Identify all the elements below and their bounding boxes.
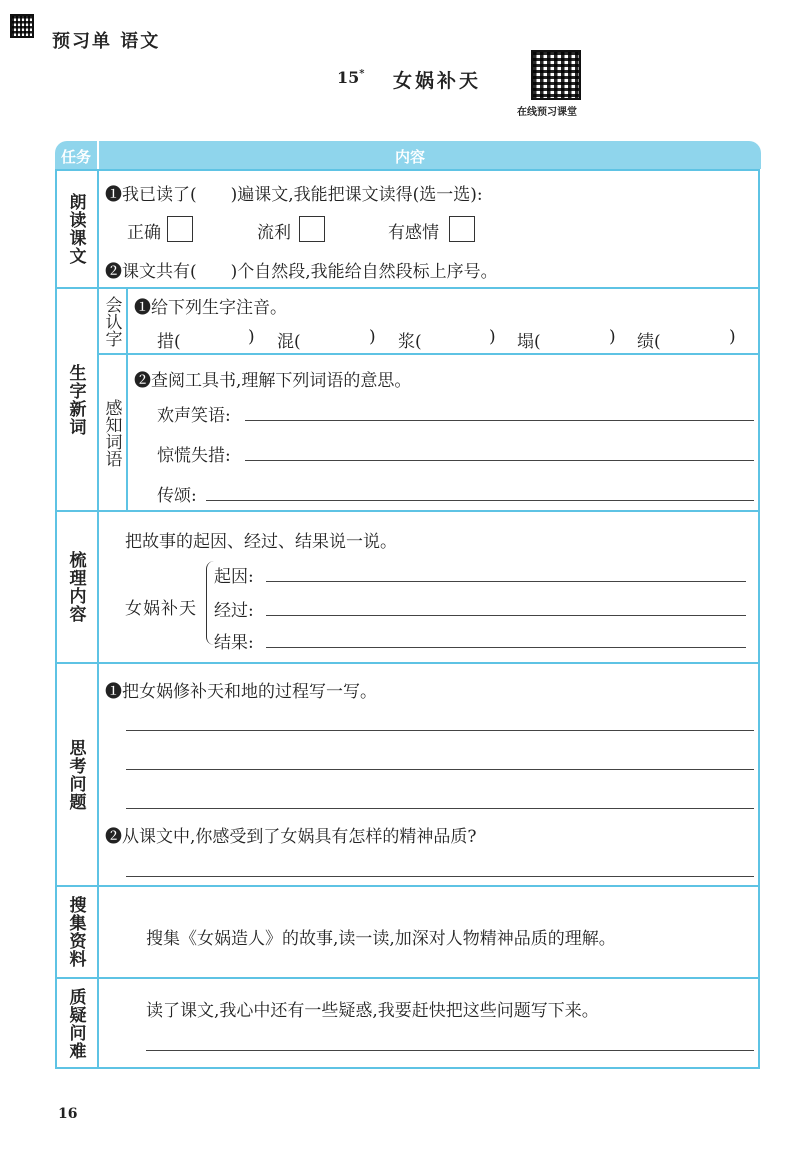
sort-part-label: 结果: (214, 633, 254, 653)
row-divider (55, 287, 760, 289)
option-emotion-label: 有感情 (388, 223, 439, 243)
qr-caption: 在线预习课堂 (517, 107, 577, 118)
term-label: 惊慌失措: (157, 446, 231, 466)
option-emotion-checkbox[interactable] (449, 216, 475, 242)
page-number: 16 (58, 1106, 78, 1122)
sort-part-label: 起因: (214, 567, 254, 587)
sort-prompt: 把故事的起因、经过、结果说一说。 (125, 532, 397, 552)
char-item: 措( (157, 332, 181, 352)
sublabel-recognize-chars: 会认字 (101, 295, 122, 347)
char-item: 混( (277, 332, 301, 352)
table-header (55, 141, 761, 169)
row-divider (55, 510, 760, 512)
row-divider (55, 662, 760, 664)
row-label-new-words: 生字新词 (65, 363, 86, 436)
think-question-1: ❶把女娲修补天和地的过程写一写。 (105, 682, 377, 702)
answer-line[interactable] (266, 647, 746, 648)
column-header-task: 任务 (61, 148, 92, 166)
char-item-close: ) (609, 327, 616, 347)
sublabel-perceive-words: 感知词语 (101, 398, 122, 467)
answer-line[interactable] (266, 615, 746, 616)
column-separator (97, 141, 99, 169)
qr-code-online-class[interactable] (531, 50, 581, 100)
words-question-2: ❷查阅工具书,理解下列词语的意思。 (134, 371, 412, 391)
answer-line[interactable] (245, 460, 754, 461)
row-label-sort-content: 梳理内容 (65, 551, 86, 623)
sort-topic: 女娲补天 (125, 599, 197, 619)
think-question-2: ❷从课文中,你感受到了女娲具有怎样的精神品质? (105, 827, 477, 847)
row-divider (55, 885, 760, 887)
answer-line[interactable] (126, 876, 754, 877)
column-header-content: 内容 (395, 148, 426, 166)
answer-line[interactable] (126, 808, 754, 809)
row-divider (55, 977, 760, 979)
answer-line[interactable] (245, 420, 754, 421)
answer-line[interactable] (146, 1050, 754, 1051)
page-header-title: 预习单 语文 (52, 31, 161, 52)
lesson-number: 15* (337, 68, 365, 87)
qr-code-small (10, 14, 34, 38)
char-item-close: ) (729, 327, 736, 347)
char-item-close: ) (248, 327, 255, 347)
lesson-title: 女娲补天 (393, 70, 482, 92)
words-question-1: ❶给下列生字注音。 (134, 298, 287, 318)
subcolumn-divider (126, 287, 128, 510)
row-label-think-questions: 思考问题 (65, 738, 86, 811)
sort-part-label: 经过: (214, 601, 254, 621)
char-item: 绩( (637, 332, 661, 352)
term-label: 欢声笑语: (157, 406, 231, 426)
term-label: 传颂: (157, 486, 197, 506)
read-question-2: ❷课文共有( )个自然段,我能给自然段标上序号。 (105, 262, 498, 282)
char-item-close: ) (489, 327, 496, 347)
char-item: 浆( (398, 332, 422, 352)
collect-text: 搜集《女娲造人》的故事,读一读,加深对人物精神品质的理解。 (146, 929, 616, 949)
answer-line[interactable] (266, 581, 746, 582)
answer-line[interactable] (206, 500, 754, 501)
answer-line[interactable] (126, 769, 754, 770)
option-correct-checkbox[interactable] (167, 216, 193, 242)
option-fluent-checkbox[interactable] (299, 216, 325, 242)
option-correct-label: 正确 (127, 223, 161, 243)
subrow-divider (97, 353, 760, 355)
answer-line[interactable] (126, 730, 754, 731)
read-question-1: ❶我已读了( )遍课文,我能把课文读得(选一选): (105, 185, 483, 205)
row-label-collect-materials: 搜集资料 (65, 896, 86, 968)
row-label-read-aloud: 朗读课文 (65, 193, 86, 265)
option-fluent-label: 流利 (257, 223, 291, 243)
char-item: 塌( (517, 332, 541, 352)
char-item-close: ) (369, 327, 376, 347)
row-label-raise-doubts: 质疑问难 (65, 988, 86, 1060)
doubt-text: 读了课文,我心中还有一些疑惑,我要赶快把这些问题写下来。 (146, 1001, 599, 1021)
